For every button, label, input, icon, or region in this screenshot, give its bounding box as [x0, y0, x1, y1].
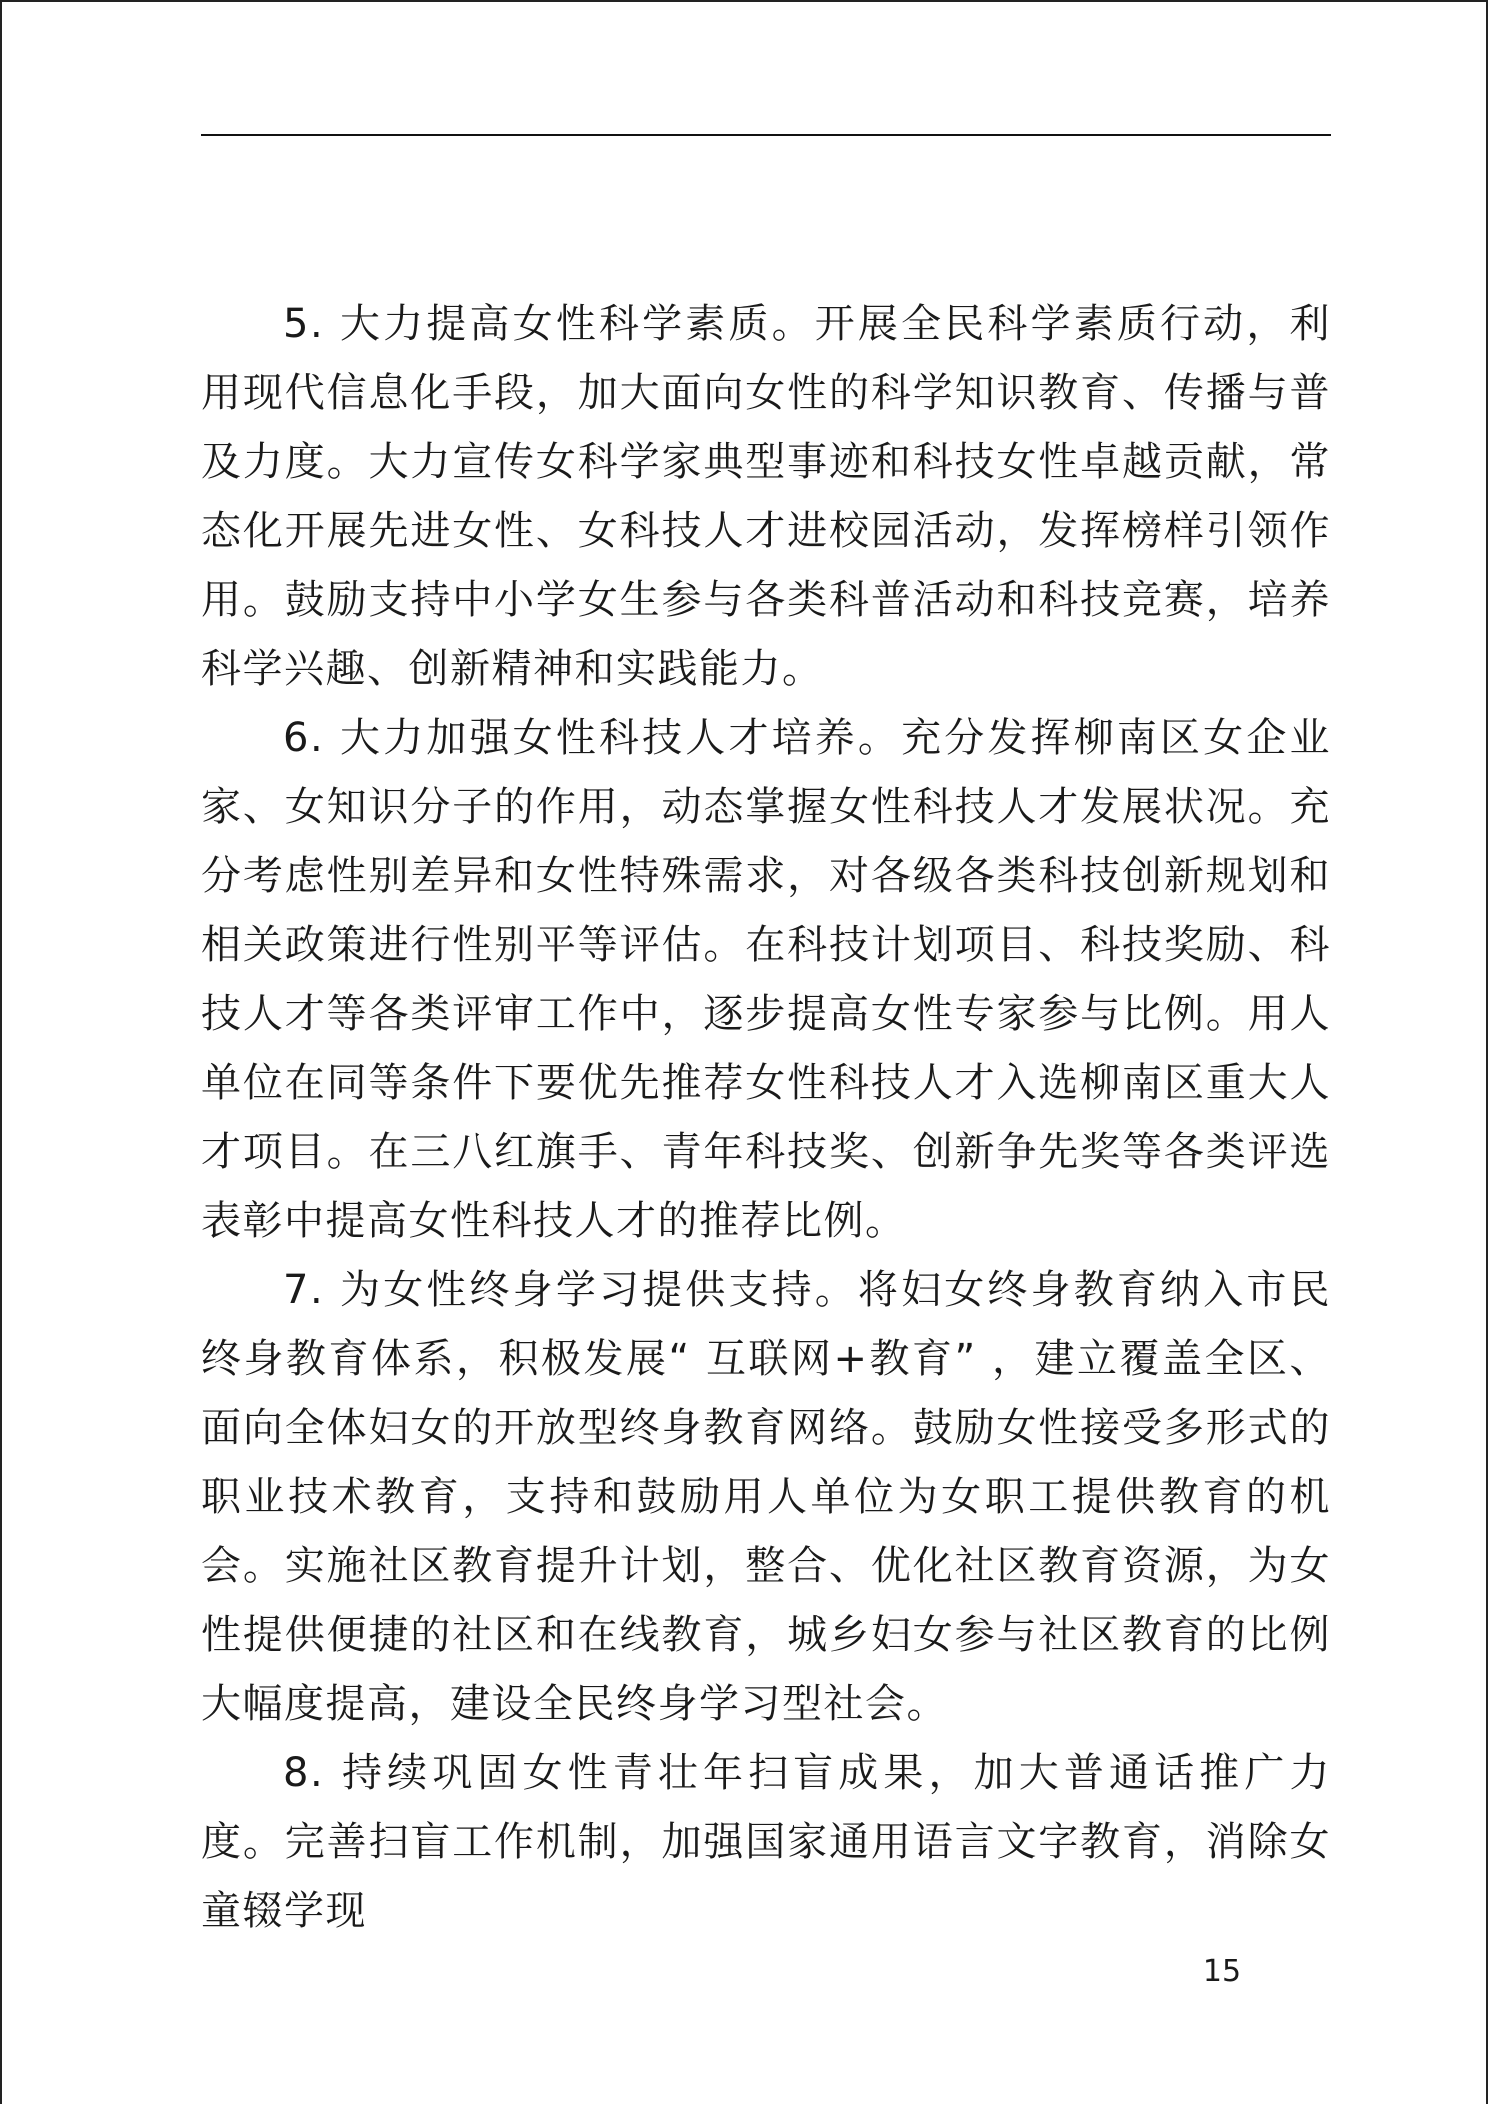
paragraph-item-8: 8. 持续巩固女性青壮年扫盲成果，加大普通话推广力度。完善扫盲工作机制，加强国家通用语言文字教育，消除女童辍学现 — [201, 1750, 1331, 1934]
body-text — [201, 290, 1331, 1946]
header-rule — [201, 134, 1331, 136]
paragraph-item-6: 6. 大力加强女性科技人才培养。充分发挥柳南区女企业家、女知识分子的作用，动态掌握女性科技人才发展状况。充分考虑性别差异和女性特殊需求，对各级各类科技创新规划和相关政策进行性别平等评估。在科技计划项目、科技奖励、科技人才等各类评审工作中，逐步提高女性专家参与比例。用人单位在同等条件下要优先推荐女性科技人才入选柳南区重大人才项目。在三八红旗手、青年科技奖、创新争先奖等各类评选表彰中提高女性科技人才的推荐比例。 — [201, 715, 1331, 1244]
paragraph-item-7: 7. 为女性终身学习提供支持。将妇女终身教育纳入市民终身教育体系，积极发展“ 互联网+教育” ，建立覆盖全区、面向全体妇女的开放型终身教育网络。鼓励女性接受多形式的职业技术教育，支持和鼓励用人单位为女职工提供教育的机会。实施社区教育提升计划，整合、优化社区教育资源，为女性提供便捷的社区和在线教育，城乡妇女参与社区教育的比例大幅度提高，建设全民终身学习型社会。 — [201, 1267, 1331, 1727]
page-number: 15 — [1202, 1954, 1242, 1989]
paragraph-item-5: 5. 大力提高女性科学素质。开展全民科学素质行动，利用现代信息化手段，加大面向女性的科学知识教育、传播与普及力度。大力宣传女科学家典型事迹和科技女性卓越贡献，常态化开展先进女性、女科技人才进校园活动，发挥榜样引领作用。鼓励支持中小学女生参与各类科普活动和科技竞赛，培养科学兴趣、创新精神和实践能力。 — [201, 301, 1331, 692]
